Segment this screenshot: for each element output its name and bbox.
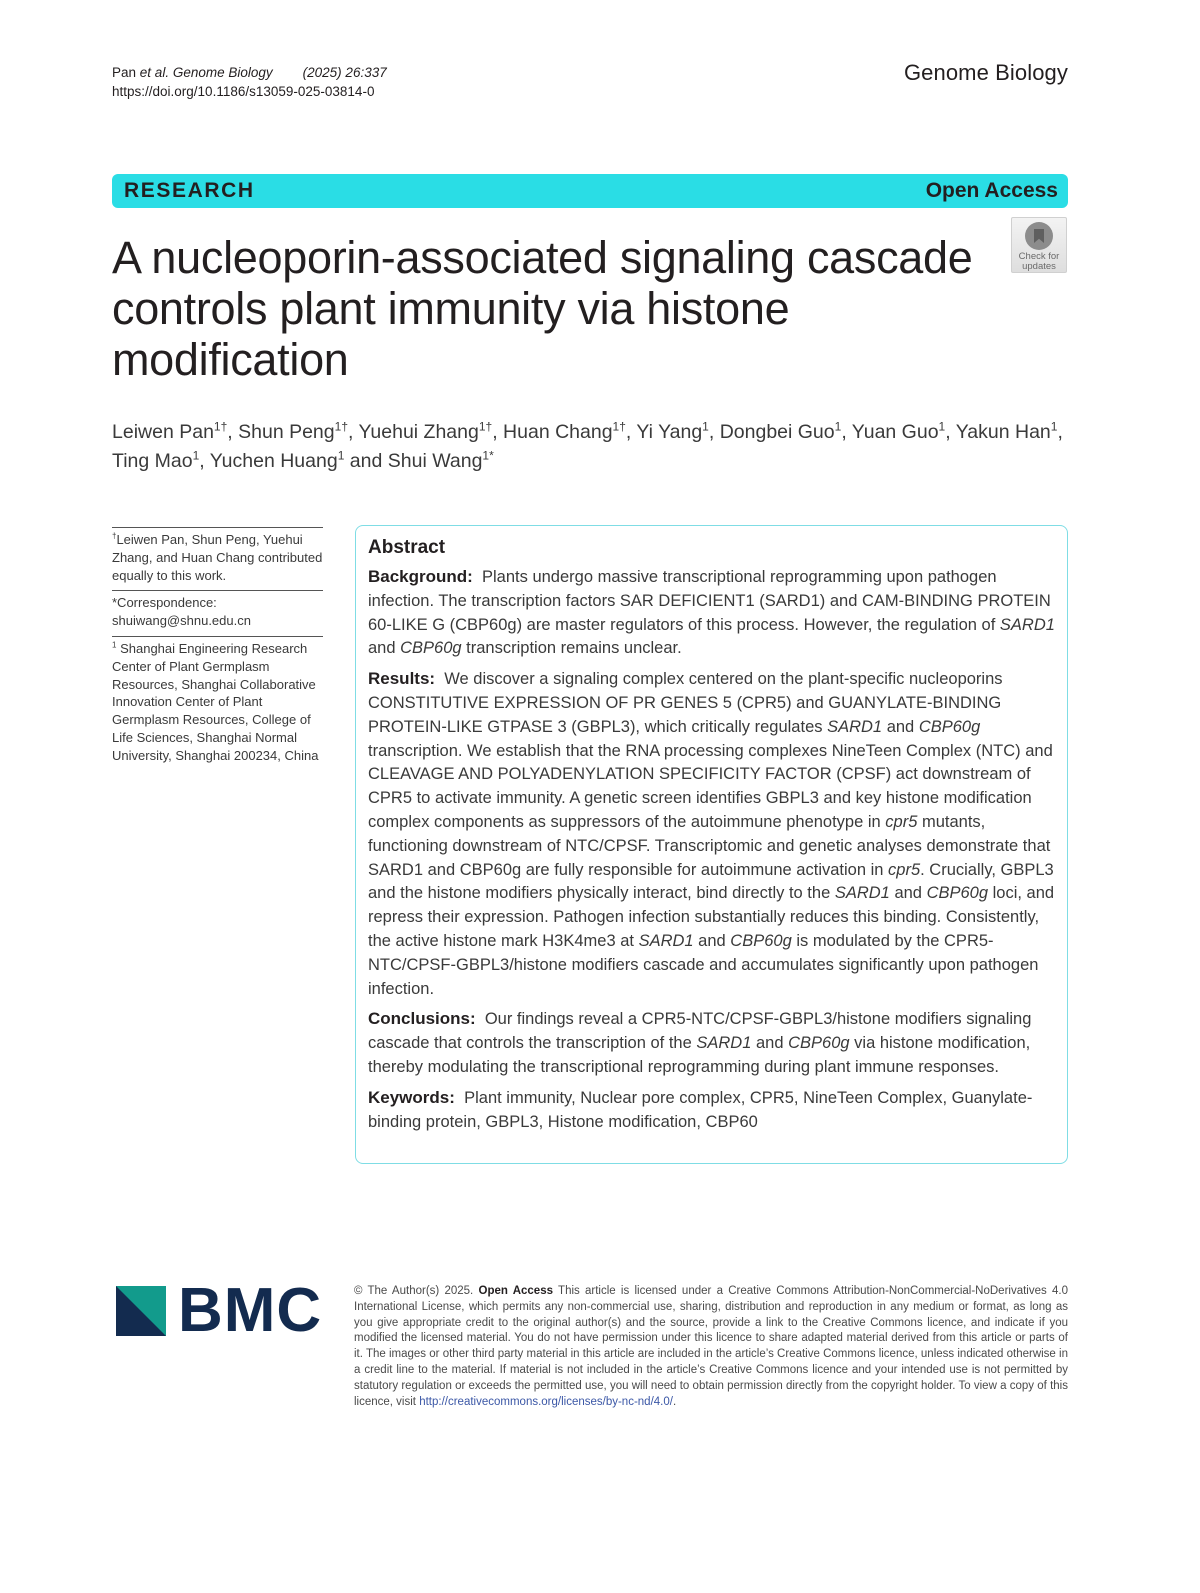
author-name: Leiwen Pan xyxy=(112,421,214,443)
licence-statement: © The Author(s) 2025. Open Access This article is licensed under a Creative Commons Attribution-NonCommercial-NoDerivatives 4.0 International License, which permits any non-commercial use, sharing, distribution and reproduction in any medium or format, as long as you give appropriate credit to the original author(s) and the source, provide a link to the Creative Commons licence, and indicate if you modified the licensed material. You do not have permission under this licence to share adapted material derived from this article or parts of it. The images or other third party material in this article are included in the article’s Creative Commons licence, unless indicated otherwise in a credit line to the material. If material is not included in the article’s Creative Commons licence and your intended use is not permitted by statutory regulation or exceeds the permitted use, you will need to obtain permission directly from the copyright holder. To view a copy of this licence, visit http://creativecommons.org/licenses/by-nc-nd/4.0/. xyxy=(354,1285,1068,1408)
author-notes xyxy=(112,527,323,771)
author-affiliation-mark: 1† xyxy=(612,419,626,434)
author-affiliation-mark: 1 xyxy=(702,419,709,434)
author-affiliation-mark: 1 xyxy=(938,419,946,434)
abstract-heading: Abstract xyxy=(368,537,446,558)
bookmark-icon xyxy=(1025,222,1053,250)
author-affiliation-mark: 1† xyxy=(334,419,348,434)
licence-open-access: Open Access xyxy=(478,1285,553,1297)
correspondence-label: *Correspondence: xyxy=(112,595,217,611)
author-name: Shun Peng xyxy=(238,421,335,443)
author-affiliation-mark: 1 xyxy=(337,448,345,463)
abstract-keywords: Keywords: Plant immunity, Nuclear pore complex, CPR5, NineTeen Complex, Guanylate-binding protein, GBPL3, Histone modification, CBP60 xyxy=(368,1087,1033,1131)
author-name: Dongbei Guo xyxy=(719,421,835,443)
abstract-background: Background: Plants undergo massive transcriptional reprogramming upon pathogen infection. The transcription factors SAR DEFICIENT1 (SARD1) and CAM-BINDING PROTEIN 60-LIKE G (CBP60g) are master regulators of this process. However, the regulation of SARD1 and CBP60g transcription remains unclear. xyxy=(368,567,1055,658)
running-header xyxy=(112,63,387,101)
journal-name: Genome Biology xyxy=(903,60,1068,85)
author-name: Huan Chang xyxy=(503,421,613,443)
correspondence-email[interactable]: shuiwang@shnu.edu.cn xyxy=(112,613,251,629)
citation-volume: (2025) 26:337 xyxy=(302,65,387,80)
author-name: Ting Mao xyxy=(112,450,193,472)
check-for-updates-label: Check for updates xyxy=(1018,251,1060,272)
equal-contribution-note: †Leiwen Pan, Shun Peng, Yuehui Zhang, and Huan Chang contributed equally to this work. xyxy=(112,527,323,584)
abstract-box xyxy=(355,525,1068,1164)
citation-journal: Genome Biology xyxy=(172,65,273,80)
author-affiliation-mark: 1 xyxy=(1050,419,1058,434)
bmc-logo-text: BMC xyxy=(178,1276,323,1345)
author-affiliation-mark: 1 xyxy=(192,448,200,463)
citation-etal: et al. xyxy=(139,65,170,80)
author-name: Yuehui Zhang xyxy=(358,421,479,443)
author-affiliation-mark: 1 xyxy=(834,419,842,434)
abstract-results: Results: We discover a signaling complex centered on the plant-specific nucleoporins CONSTITUTIVE EXPRESSION OF PR GENES 5 (CPR5) and GUANYLATE-BINDING PROTEIN-LIKE GTPASE 3 (GBPL3), which critically regulates SARD1 and CBP60g transcription. We establish that the RNA processing complexes NineTeen Complex (NTC) and CLEAVAGE AND POLYADENYLATION SPECIFICITY FACTOR (CPSF) act downstream of CPR5 to activate immunity. A genetic screen identifies GBPL3 and key histone modification complex components as suppressors of the autoimmune phenotype in cpr5 mutants, functioning downstream of NTC/CPSF. Transcriptomic and genetic analyses demonstrate that SARD1 and CBP60g are fully responsible for autoimmune activation in cpr5. Crucially, GBPL3 and the histone modifiers physically interact, bind directly to the SARD1 and CBP60g loci, and repress their expression. Pathogen infection substantially reduces this binding. Consistently, the active histone mark H3K4me3 at SARD1 and CBP60g is modulated by the CPR5-NTC/CPSF-GBPL3/histone modifiers cascade and accumulates significantly upon pathogen infection. xyxy=(368,669,1055,998)
open-access-label: Open Access xyxy=(925,179,1058,202)
licence-link[interactable]: http://creativecommons.org/licenses/by-nc-nd/4.0/ xyxy=(419,1395,673,1408)
author-affiliation-mark: 1* xyxy=(482,448,494,463)
article-type-label: RESEARCH xyxy=(124,179,255,202)
correspondence-note xyxy=(112,590,323,630)
article-title: A nucleoporin-associated signaling cascade controls plant immunity via histone modification xyxy=(112,232,973,385)
affiliation-note: $^1$ Shanghai Engineering Research Center of Plant Germplasm Resources, Shanghai Collaborative Innovation Center of Plant Germplasm Resources, College of Life Sciences, Shanghai Normal University, Shanghai 200234, China xyxy=(112,636,323,765)
author-name: Shui Wang xyxy=(387,450,483,472)
author-name: Yakun Han xyxy=(955,421,1051,443)
bmc-logo xyxy=(116,1276,323,1345)
author-affiliation-mark: 1† xyxy=(213,419,228,434)
abstract-conclusions: Conclusions: Our findings reveal a CPR5-NTC/CPSF-GBPL3/histone modifiers signaling cascade that controls the transcription of the SARD1 and CBP60g via histone modification, thereby modulating the transcriptional reprogramming during plant immune responses. xyxy=(368,1009,1032,1076)
author-list: Leiwen Pan$^{1\dagger}$, Shun Peng$^{1\dagger}$, Yuehui Zhang$^{1\dagger}$, Huan Chang$^{1\dagger}$, Yi Yang$^1$, Dongbei Guo$^1$, Yuan Guo$^1$, Yakun Han$^1$, Ting Mao$^1$, Yuchen Huang$^1$ and Shui Wang$^{1*}$ xyxy=(112,419,1063,472)
author-name: Yuan Guo xyxy=(851,421,939,443)
doi-link[interactable]: https://doi.org/10.1186/s13059-025-03814-0 xyxy=(112,84,375,99)
author-name: Yi Yang xyxy=(636,421,703,443)
article-type-banner xyxy=(112,174,1068,208)
author-name: Yuchen Huang xyxy=(209,450,338,472)
check-for-updates-button[interactable] xyxy=(1011,217,1067,273)
author-affiliation-mark: 1† xyxy=(478,419,493,434)
citation-author: Pan xyxy=(112,65,137,80)
bmc-logo-mark-icon xyxy=(116,1286,166,1336)
citation-line xyxy=(112,63,387,82)
